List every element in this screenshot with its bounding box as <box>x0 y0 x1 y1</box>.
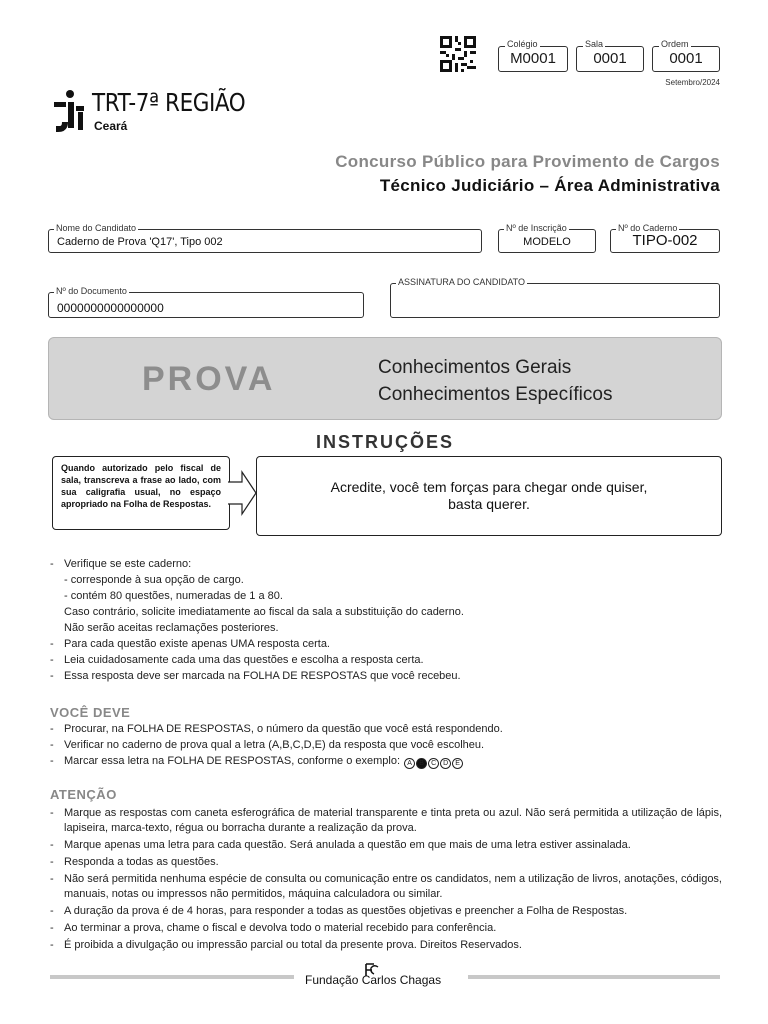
prova-word: PROVA <box>142 360 276 398</box>
list-item <box>48 753 722 769</box>
phrase-line-1: Acredite, você tem forças para chegar onde quiser, <box>330 479 648 495</box>
list-item: - Marque as respostas com caneta esferográfica de material transparente e tinta preta ou azul. Não será permitida a utilização de lápis, lapiseira, marca-texto, régua ou borracha durante a realização da prova. <box>48 806 722 836</box>
list-item: - Essa resposta deve ser marcada na FOLHA DE RESPOSTAS que você recebeu. <box>48 668 722 684</box>
list-item: - É proibida a divulgação ou impressão parcial ou total da presente prova. Direitos Reservados. <box>48 938 722 953</box>
field-value: MODELO <box>523 236 571 248</box>
banner-line-2: Conhecimentos Específicos <box>378 384 613 405</box>
atencao-list <box>48 806 722 953</box>
phrase-box <box>256 456 722 536</box>
list-item: Caso contrário, solicite imediatamente ao fiscal da sala a substituição do caderno. <box>64 606 464 618</box>
qr-code-icon <box>440 36 476 72</box>
example-text: Marcar essa letra na FOLHA DE RESPOSTAS, conforme o exemplo: <box>64 755 401 767</box>
phrase-line-2: basta querer. <box>448 496 530 512</box>
code-label: Colégio <box>507 39 538 49</box>
list-item: - Ao terminar a prova, chame o fiscal e devolva todo o material recebido para conferência. <box>48 921 722 936</box>
signature-field <box>390 277 720 318</box>
contest-title: Concurso Público para Provimento de Cargos <box>335 152 720 171</box>
field-label: Nº do Documento <box>56 286 127 296</box>
list-item: Não serão aceitas reclamações posteriores. <box>64 622 279 634</box>
list-item: - Responda a todas as questões. <box>48 855 722 870</box>
bubble-c: C <box>428 758 439 769</box>
list-item: - Não será permitida nenhuma espécie de consulta ou comunicação entre os candidatos, nem a utilização de livros, anotações, códigos, manuais, notas ou impressos não permitidos, máquina calculadora ou similar. <box>48 872 722 902</box>
list-item: - contém 80 questões, numeradas de 1 a 80. <box>64 590 283 602</box>
list-item: - A duração da prova é de 4 horas, para responder a todas as questões objetivas e preencher a Folha de Respostas. <box>48 904 722 919</box>
code-box-colegio <box>498 39 568 72</box>
list-item: - Verificar no caderno de prova qual a letra (A,B,C,D,E) da resposta que você escolheu. <box>48 737 722 753</box>
list-item: - Procurar, na FOLHA DE RESPOSTAS, o número da questão que você está respondendo. <box>48 721 722 737</box>
field-label: Nº de Inscrição <box>506 223 567 233</box>
footer-bar-left <box>50 975 294 979</box>
list-item: - Verifique se este caderno: <box>48 556 722 572</box>
check-list <box>48 556 722 684</box>
transcribe-note: Quando autorizado pelo fiscal de sala, transcreva a frase ao lado, com sua caligrafia usual, no espaço apropriado na Folha de Respostas. <box>52 456 230 530</box>
footer-bar-right <box>468 975 720 979</box>
list-item: - Marque apenas uma letra para cada questão. Será anulada a questão em que mais de uma letra estiver assinalada. <box>48 838 722 853</box>
trt-logo-icon <box>52 88 88 136</box>
field-label: Nome do Candidato <box>56 223 137 233</box>
registration-field <box>498 223 596 253</box>
field-value: TIPO-002 <box>632 232 698 249</box>
document-field <box>48 286 364 318</box>
code-label: Ordem <box>661 39 689 49</box>
bubble-a: A <box>404 758 415 769</box>
field-value: Caderno de Prova 'Q17', Tipo 002 <box>57 236 223 248</box>
code-label: Sala <box>585 39 604 49</box>
bubble-d: D <box>440 758 451 769</box>
list-item: - Leia cuidadosamente cada uma das questões e escolha a resposta certa. <box>48 652 722 668</box>
bubble-b-filled: B <box>416 758 427 769</box>
bubble-e: E <box>452 758 463 769</box>
field-value: 0000000000000000 <box>57 301 164 315</box>
voce-deve-list <box>48 721 722 769</box>
code-value: 0001 <box>669 50 703 67</box>
banner-line-1: Conhecimentos Gerais <box>378 357 572 378</box>
code-value: 0001 <box>593 50 627 67</box>
logo-subtitle: Ceará <box>94 119 128 133</box>
list-item: - corresponde à sua opção de cargo. <box>64 574 244 586</box>
logo-title: TRT-7ª REGIÃO <box>92 88 246 117</box>
code-value: M0001 <box>510 50 556 67</box>
date-label: Setembro/2024 <box>665 78 720 87</box>
voce-deve-title: VOCÊ DEVE <box>50 705 131 720</box>
arrow-right-icon <box>228 470 258 516</box>
field-label: ASSINATURA DO CANDIDATO <box>398 277 526 287</box>
list-item: - Para cada questão existe apenas UMA resposta certa. <box>48 636 722 652</box>
atencao-title: ATENÇÃO <box>50 787 117 802</box>
footer-organization: Fundação Carlos Chagas <box>305 973 442 987</box>
code-box-ordem <box>652 39 720 72</box>
field-label: Nº do Caderno <box>618 223 678 233</box>
booklet-field <box>610 223 720 253</box>
position-title: Técnico Judiciário – Área Administrativa <box>379 176 720 195</box>
candidate-name-field <box>48 223 482 253</box>
instructions-title: INSTRUÇÕES <box>315 432 454 452</box>
code-box-sala <box>576 39 644 72</box>
